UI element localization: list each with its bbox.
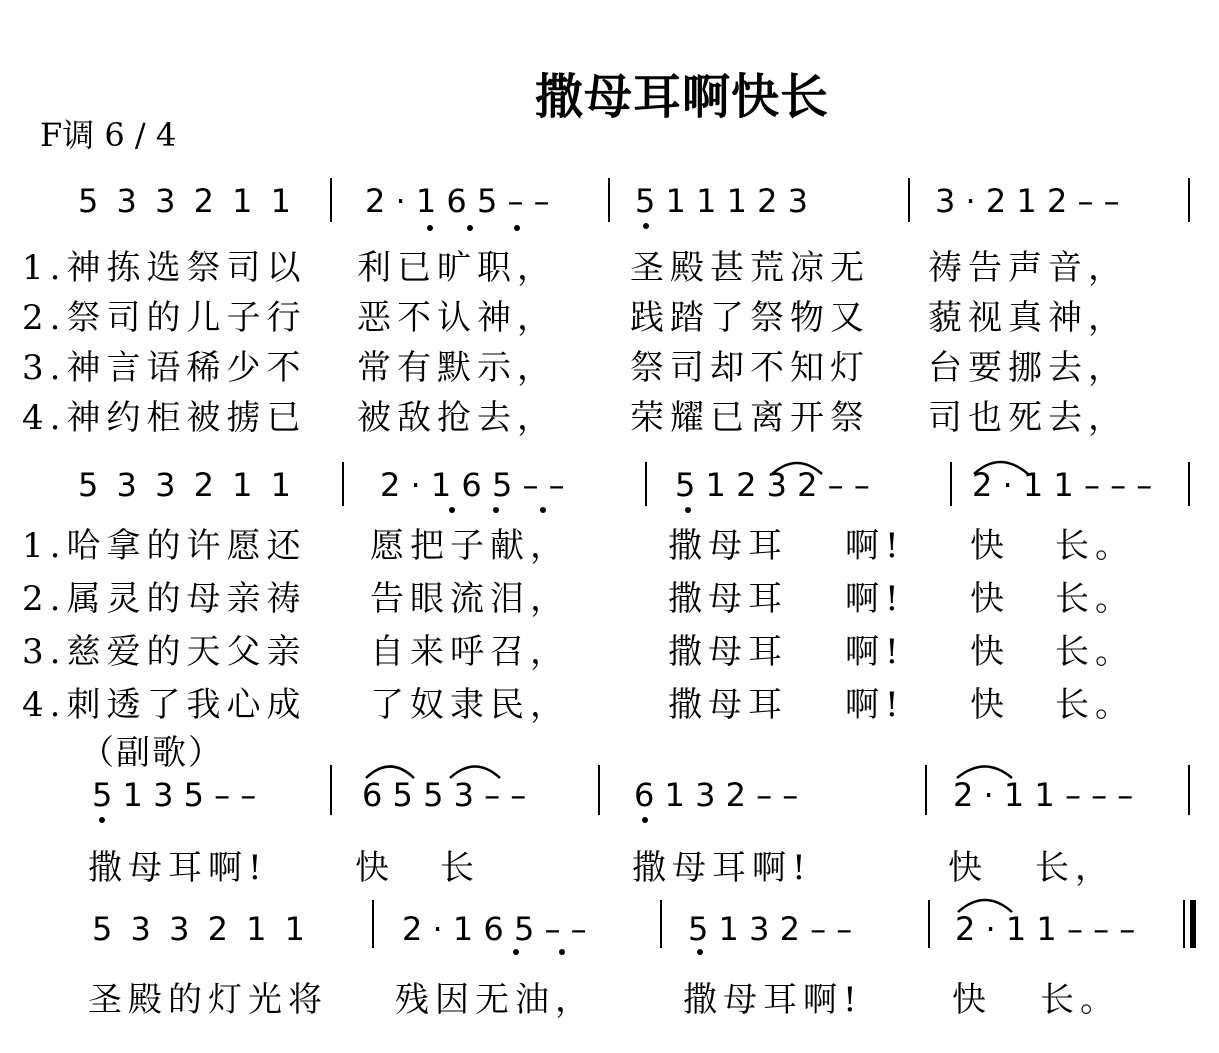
s1-measure-1: 5 3 3 2 1 1 <box>78 182 292 220</box>
key-signature: F调 6 / 4 <box>40 116 177 154</box>
s1-v4-a: 4.神约柜被掳已 <box>22 398 307 438</box>
s1-v4-c: 荣耀已离开祭 <box>630 398 870 438</box>
s4-lyric-b: 残因无油， <box>395 980 595 1020</box>
s2-v4-f: 长。 <box>1055 685 1135 725</box>
s2-v4-a: 4.刺透了我心成 <box>22 685 307 725</box>
s2-v3-d: 啊! <box>845 632 905 672</box>
s2-v1-a: 1.哈拿的许愿还 <box>22 526 307 566</box>
slur-mark <box>450 767 500 779</box>
s1-v2-a: 2.祭司的儿子行 <box>22 298 307 338</box>
s2-v1-c: 撒母耳 <box>668 526 788 566</box>
s2-v1-d: 啊! <box>845 526 905 566</box>
octave-dot <box>493 507 499 513</box>
s2-v2-b: 告眼流泪， <box>370 579 570 619</box>
s4-measure-3: 5 1 3 2 – – <box>688 910 853 948</box>
s2-v2-e: 快 <box>970 579 1010 619</box>
s2-v4-d: 啊! <box>845 685 905 725</box>
s1-v1-a: 1.神拣选祭司以 <box>22 248 307 288</box>
s2-v3-f: 长。 <box>1055 632 1135 672</box>
s1-v2-c: 践踏了祭物又 <box>630 298 870 338</box>
octave-dot <box>643 223 649 229</box>
s3-measure-1: 5 1 3 5 – – <box>92 776 257 814</box>
s2-measure-2: 2 · 1 6 5 – – <box>380 466 565 504</box>
s3-lyric-f: 长， <box>1035 848 1115 888</box>
s2-v3-c: 撒母耳 <box>668 632 788 672</box>
octave-dot <box>540 507 546 513</box>
octave-dot <box>685 507 691 513</box>
octave-dot <box>449 507 455 513</box>
s2-v1-b: 愿把子献， <box>370 526 570 566</box>
chorus-label: （副歌） <box>80 733 224 773</box>
s3-lyric-c: 长 <box>440 848 480 888</box>
s1-v3-a: 3.神言语稀少不 <box>22 348 307 388</box>
s4-lyric-c: 撒母耳啊! <box>683 980 863 1020</box>
octave-dot <box>642 817 648 823</box>
s2-measure-3: 5 1 2 3 2 – – <box>675 466 870 504</box>
s2-v4-b: 了奴隶民， <box>370 685 570 725</box>
s1-measure-3: 5 1 1 1 2 3 <box>635 182 809 220</box>
slur-mark <box>974 462 1028 474</box>
s3-lyric-a: 撒母耳啊! <box>88 848 268 888</box>
s1-v3-b: 常有默示， <box>357 348 557 388</box>
s2-v2-d: 啊! <box>845 579 905 619</box>
s2-v1-e: 快 <box>970 526 1010 566</box>
s1-v3-c: 祭司却不知灯 <box>630 348 870 388</box>
slur-mark <box>772 463 822 474</box>
s2-v2-f: 长。 <box>1055 579 1135 619</box>
slur-mark <box>958 900 1012 912</box>
s2-v4-c: 撒母耳 <box>668 685 788 725</box>
s2-v3-b: 自来呼召， <box>370 632 570 672</box>
s4-lyric-e: 长。 <box>1040 980 1120 1020</box>
s4-measure-4: 2 · 1 1 – – – <box>955 910 1136 948</box>
s2-v2-c: 撒母耳 <box>668 579 788 619</box>
s1-v4-d: 司也死去， <box>928 398 1128 438</box>
s1-v4-b: 被敌抢去， <box>357 398 557 438</box>
octave-dot <box>697 949 703 955</box>
s3-lyric-e: 快 <box>948 848 988 888</box>
s1-v2-d: 藐视真神， <box>928 298 1128 338</box>
s2-v4-e: 快 <box>970 685 1010 725</box>
s2-measure-1: 5 3 3 2 1 1 <box>78 466 292 504</box>
octave-dot <box>514 225 520 231</box>
slur-mark <box>366 767 414 779</box>
s4-measure-1: 5 3 3 2 1 1 <box>92 910 306 948</box>
octave-dot <box>513 949 519 955</box>
s4-lyric-a: 圣殿的灯光将 <box>88 980 328 1020</box>
s2-v3-a: 3.慈爱的天父亲 <box>22 632 307 672</box>
s1-v1-c: 圣殿甚荒凉无 <box>630 248 870 288</box>
s1-v2-b: 恶不认神， <box>357 298 557 338</box>
s1-measure-4: 3 · 2 1 2 – – <box>935 182 1120 220</box>
s4-measure-2: 2 · 1 6 5 – – <box>402 910 587 948</box>
octave-dot <box>427 225 433 231</box>
s3-lyric-b: 快 <box>355 848 395 888</box>
s3-measure-3: 6 1 3 2 – – <box>634 776 799 814</box>
s3-lyric-d: 撒母耳啊! <box>632 848 812 888</box>
s2-v1-f: 长。 <box>1055 526 1135 566</box>
s2-v2-a: 2.属灵的母亲祷 <box>22 579 307 619</box>
s1-v1-b: 利已旷职， <box>357 248 557 288</box>
s1-measure-2: 2 · 1 6 5 – – <box>365 182 550 220</box>
s1-v1-d: 祷告声音， <box>928 248 1128 288</box>
song-title: 撒母耳啊快长 <box>535 69 830 125</box>
octave-dot <box>99 817 105 823</box>
s1-v3-d: 台要挪去， <box>928 348 1128 388</box>
s2-v3-e: 快 <box>970 632 1010 672</box>
octave-dot <box>467 225 473 231</box>
octave-dot <box>559 949 565 955</box>
s3-measure-2: 6 5 5 3 – – <box>362 776 527 814</box>
slur-mark <box>957 767 1012 779</box>
s2-measure-4: 2 · 1 1 – – – <box>972 466 1153 504</box>
s3-measure-4: 2 · 1 1 – – – <box>953 776 1134 814</box>
s4-lyric-d: 快 <box>952 980 992 1020</box>
